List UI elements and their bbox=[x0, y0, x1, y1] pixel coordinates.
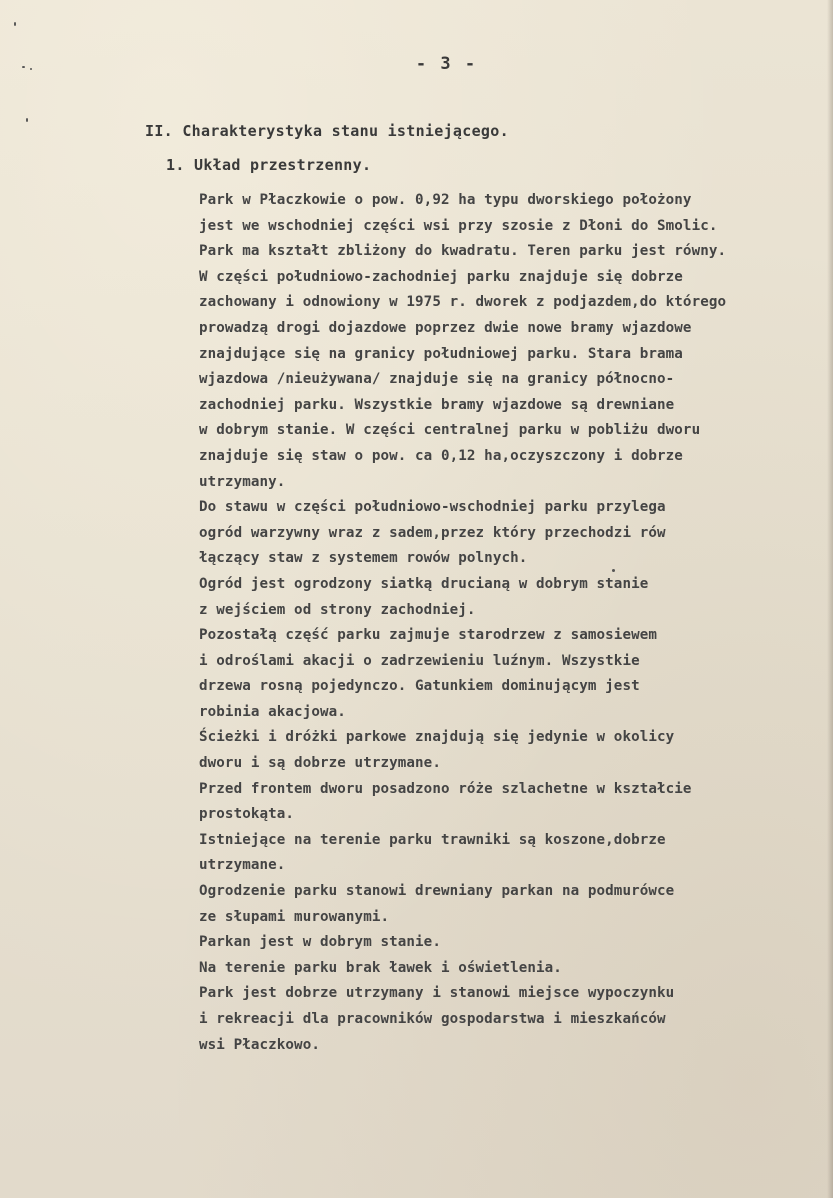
text-line: i rekreacji dla pracowników gospodarstwa i mieszkańców bbox=[199, 1011, 666, 1027]
text-line: Parkan jest w dobrym stanie. bbox=[199, 934, 441, 951]
text-line: znajduje się staw o pow. ca 0,12 ha,oczyszczony i dobrze bbox=[199, 447, 683, 464]
text-line: prostokąta. bbox=[199, 806, 295, 823]
text-line: Pozostałą część parku zajmuje starodrzew z samosiewem bbox=[199, 627, 658, 644]
section-title: II. Charakterystyka stanu istniejącego. bbox=[145, 122, 509, 140]
text-line: ogród warzywny wraz z sadem,przez który przechodzi rów bbox=[199, 524, 666, 541]
text-line: z wejściem od strony zachodniej. bbox=[199, 601, 476, 618]
text-line: Na terenie parku brak ławek i oświetlenia. bbox=[199, 959, 562, 976]
text-line: W części południowo-zachodniej parku znajduje się dobrze bbox=[199, 268, 683, 285]
text-line: Do stawu w części południowo-wschodniej parku przylega bbox=[199, 499, 666, 516]
text-line: utrzymane. bbox=[199, 857, 286, 874]
text-line: znajdujące się na granicy południowej parku. Stara brama bbox=[199, 345, 683, 362]
text-line: wjazdowa /nieużywana/ znajduje się na granicy północno- bbox=[199, 371, 675, 388]
text-line: Park jest dobrze utrzymany i stanowi miejsce wypoczynku bbox=[199, 985, 675, 1002]
text-line: w dobrym stanie. W części centralnej parku w pobliżu dworu bbox=[199, 422, 701, 439]
text-line: ze słupami murowanymi. bbox=[199, 908, 390, 925]
subsection-title: 1. Układ przestrzenny. bbox=[166, 156, 372, 174]
text-line: Park w Płaczkowie o pow. 0,92 ha typu dworskiego położony bbox=[199, 192, 692, 208]
text-line: zachowany i odnowiony w 1975 r. dworek z podjazdem,do którego bbox=[199, 294, 727, 311]
text-line: Istniejące na terenie parku trawniki są koszone,dobrze bbox=[199, 831, 666, 848]
text-line: robinia akacjowa. bbox=[199, 703, 346, 720]
text-line: zachodniej parku. Wszystkie bramy wjazdowe są drewniane bbox=[199, 396, 675, 413]
text-line: Ścieżki i dróżki parkowe znajdują się jedynie w okolicy bbox=[199, 729, 675, 746]
margin-mark bbox=[26, 118, 28, 122]
text-line: Przed frontem dworu posadzono róże szlachetne w kształcie bbox=[199, 780, 692, 797]
text-line: drzewa rosną pojedynczo. Gatunkiem dominującym jest bbox=[199, 678, 640, 695]
text-line: jest we wschodniej części wsi przy szosie z Dłoni do Smolic. bbox=[199, 217, 718, 234]
text-line: utrzymany. bbox=[199, 473, 286, 490]
text-line: Ogrodzenie parku stanowi drewniany parkan na podmurówce bbox=[199, 883, 675, 900]
page-number: - 3 - bbox=[415, 54, 478, 74]
text-line: wsi Płaczkowo. bbox=[199, 1036, 320, 1053]
text-line: prowadzą drogi dojazdowe poprzez dwie nowe bramy wjazdowe bbox=[199, 319, 692, 336]
margin-mark bbox=[22, 66, 25, 68]
text-line: łączący staw z systemem rowów polnych. bbox=[199, 550, 528, 567]
margin-mark bbox=[14, 22, 16, 26]
text-line: Park ma kształt zbliżony do kwadratu. Teren parku jest równy. bbox=[199, 243, 727, 260]
body-text bbox=[199, 188, 829, 1058]
text-line: Ogród jest ogrodzony siatką drucianą w dobrym stanie bbox=[199, 575, 649, 592]
text-line: i odroślami akacji o zadrzewieniu luźnym. Wszystkie bbox=[199, 652, 640, 669]
text-line: dworu i są dobrze utrzymane. bbox=[199, 755, 441, 772]
